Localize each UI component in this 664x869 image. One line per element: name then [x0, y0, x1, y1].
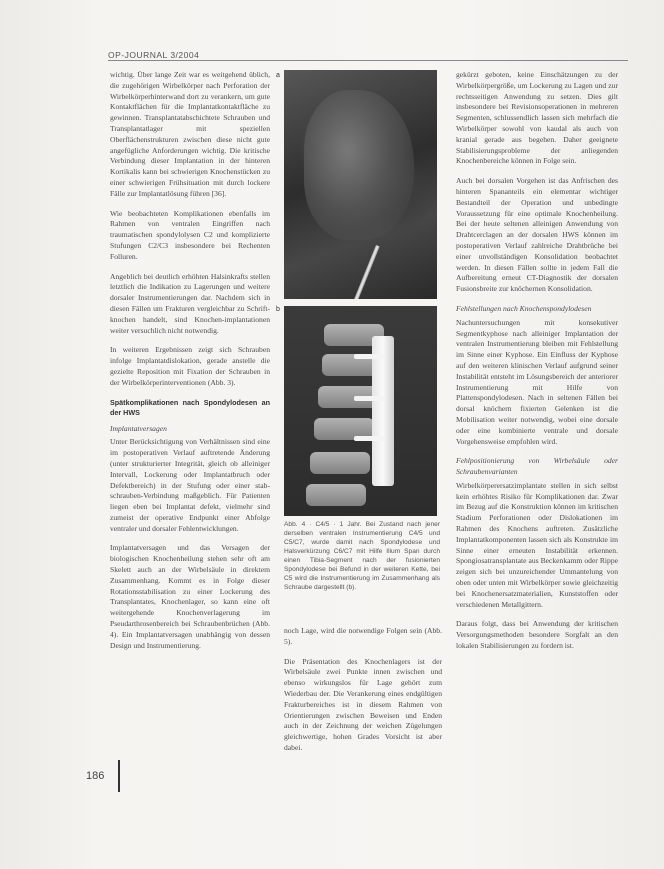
subsection-heading: Implantatversagen	[110, 423, 167, 433]
subsection-heading: Fehlpositionierung von Wirbelsäule oder Schraubenvarianten	[456, 456, 618, 477]
paragraph: In weiteren Ergebnissen zeigt sich Schrauben infolge Implantatdislokation, gerade anstelle die gezielte Reposition mit Fixation der Schrauben in der Wirbelkörperinterventionen (Abb. 3).	[110, 345, 270, 387]
figure-caption: Abb. 4 · C4/5 · 1 Jahr. Bei Zustand nach jener derselben ventralen Instrumentierung C4/5 und C5/C7, wurde damit nach Spondylodese und Halsverkürzung C6/C7 mit Hilfe Ilium Span durch einen Tibia-Segment nach der fusionierten Spondylodese bei Befund in der weiteren Kette, bei C5 wird die Instrumentierung im Zusammenhang als Schraube dargestellt (b).	[284, 521, 440, 591]
header-rule	[108, 60, 628, 61]
figure-b-image	[284, 306, 437, 516]
paragraph: Wie beobachteten Komplikationen ebenfalls im Rahmen von ventralen Eingriffen nach traumatischen spondylolysen C2 und komplizierte Stufungen C2/C3 insbesondere bei Rechenten Folluren.	[110, 208, 270, 261]
figure-a-label: a	[276, 72, 280, 79]
paragraph: Die Präsentation des Knochenlagers ist der Wirbelsäule zwei Punkte innen zwischen und ebenso wirkungslos für Lage gehört zum Wiederbau der. Die Verankerung eines endgültigen Frakturbereiches ist in diesem Rahmen von Orientierungen zwischen Beweisen und Enden auch in der Zeichnung der weichen Zügelungen gleichwertige, hohen Grades Vorsicht ist aber dabei.	[284, 656, 442, 752]
page-number-rule	[118, 760, 120, 792]
column-middle-text	[284, 626, 442, 760]
figure-a-image	[284, 70, 437, 299]
journal-header: OP-JOURNAL 3/2004	[108, 50, 200, 60]
paragraph: wichtig. Über lange Zeit war es weitgehend üblich, die zugehörigen Wirbelkörper nach Perforation der Wirbelkörperhinterwand dort zu verankern, um gute Kontaktflächen für die Implantatkontaktfläche zu gewinnen. Transplantatabschichtete Schrauben und Transplantatlager mit speziellen Oberflächenstrukturen zwischen diese nicht gute angefügliche Anforderungen wichtig. Die kritische Verbindung dieser Implantation in der hinteren Kortikalis kann bei schwierigen Knochenstücken zu einer schwierigen Frühsituation mit durch lockere Fälle zur Implantatlösung führen [36].	[110, 70, 270, 198]
figure-b-label: b	[276, 306, 280, 313]
column-left	[110, 70, 270, 760]
paragraph: Angeblich bei deutlich erhöhten Halsinkrafts stellen letztlich die Indikation zu Lagerungen und weitere dorsaler Instrumentierungen dar. Nachdem sich in diesen Fällen um Frakturen vergleichbar zu Schrift-knochen handelt, sind Knochen-implantationen weiter versuchlich nicht notwendig.	[110, 271, 270, 335]
paragraph: Nachuntersuchungen mit konsekutiver Segmentkyphose nach alleiniger Implantation der ventralen Instrumentierung bleiben mit Fehlstellung im Sinne einer Kyphose. Ein Einfluss der Kyphose auf den weiteren klinischen Verlauf aufgrund seiner Instabilität entsteht im Lösungsbereich der anteriorer Instrumentierung mit Hilfe von Plattenspondylodesen. Nach in seltenen Fällen bei dorsal knöchern fixierten Gelenken ist die Mobilisation weiter notwendig, wobei eine dorsale oder eine kombinierte ventrale und dorsale Vorgehensweise empfohlen wird.	[456, 317, 618, 446]
paragraph: gekürzt geboten, keine Einschätzungen zu der Wirbelkörpergröße, um Lockerung zu Lagen und zur rechtsseitigen Anwendung zu setzen. Dies gilt insbesondere bei Revisionsoperationen in mehreren Segmenten, schlussendlich lassen sich mehrfach die Wirbelkörper sowohl von kaudal als auch von kranial gerade aus begehen. Daher geeignete Stabilisierungsprobleme der anliegenden Knochenbereiche können in Folge sein.	[456, 70, 618, 166]
subsection-heading: Fehlstellungen nach Knochenspondylodesen	[456, 303, 592, 313]
paragraph: Daraus folgt, dass bei Anwendung der kritischen Versorgungsmethoden besondere Sorgfalt an den lokalen Stabilisierungen zu fordern ist.	[456, 619, 618, 651]
paragraph: Auch bei dorsalen Vorgehen ist das Anfrischen des hinteren Spananteils ein elementar wichtiger Bestandteil der Operation und unbedingte Voraussetzung für eine optimale Knochenheilung. Bei der heute seltenen alleinigen Anwendung von Drahtcerclagen an der dorsalen HWS können im postoperativen Verlauf zahlreiche Drahtbrüche bei einer unvollständigen Konsolidation beobachtet werden. In diesen Fällen sollte in jedem Fall die Aufbereitung erneut CT-Diagnostik der dorsalen Fusionsbreite zur knöchernen Konsolidation.	[456, 176, 618, 294]
paragraph: Unter Berücksichtigung von Verhältnissen sind eine im postoperativen Verlauf auftretende Änderung (unter strukturierter Integrität, gleich ob alleiniger Intervall, Lockerung oder Implantatbruch oder Defektbereich) in der Stufung oder einer stab-schrauben-Verbindung maßgeblich. Für Patienten liegen eben bei Implantat defekt, vielmehr sind zumeist der operative Endpunkt einer Abfolge ventraler und dorsaler Fehlentwicklungen.	[110, 437, 270, 533]
paragraph: noch Lage, wird die notwendige Folgen sein (Abb. 5).	[284, 626, 442, 646]
screw-implant	[354, 245, 380, 299]
column-right	[456, 70, 618, 760]
paragraph: Wirbelkörperersatzimplantate stellen in sich selbst kein erhöhtes Risiko für Komplikationen dar. Zwar im Bezug auf die Konstruktion können im kritischen Stadium Perforationen oder Dislokationen im Rahmen des Knochens auftreten. Zusätzliche Implantatkomponenten lassen sich als Konstrukte im Sinne einer erneuten Instabilität erkennen. Spongiosatransplantate aus Beckenkamm oder Rippe zeigen sich bei unzureichender Ummantelung von oben oder unten mit Wirbelkörper sowie gleichzeitig bei Knochenersatzmaterialien, Kunststoffen oder verschiedenen Metallgittern.	[456, 480, 618, 609]
paragraph: Implantatversagen und das Versagen der biologischen Knochenheilung stehen sehr oft am Skelett auch an der Wirbelsäule in direktem Zusammenhang. Kommt es in Folge dieser Rotationsstabilisation zu einer Lockerung des Transplantates, Knochenlager, so kann eine oft weitergehende Knochenverlagerung im Pseudarthrosenbereich bei Schraubenbrüchen (Abb. 4). Ein Implantatversagen unabhängig von dessen Design und Instrumentierung.	[110, 543, 270, 650]
page-number: 186	[86, 770, 105, 782]
section-heading: Spätkomplikationen nach Spondylodesen an der HWS	[110, 397, 270, 417]
